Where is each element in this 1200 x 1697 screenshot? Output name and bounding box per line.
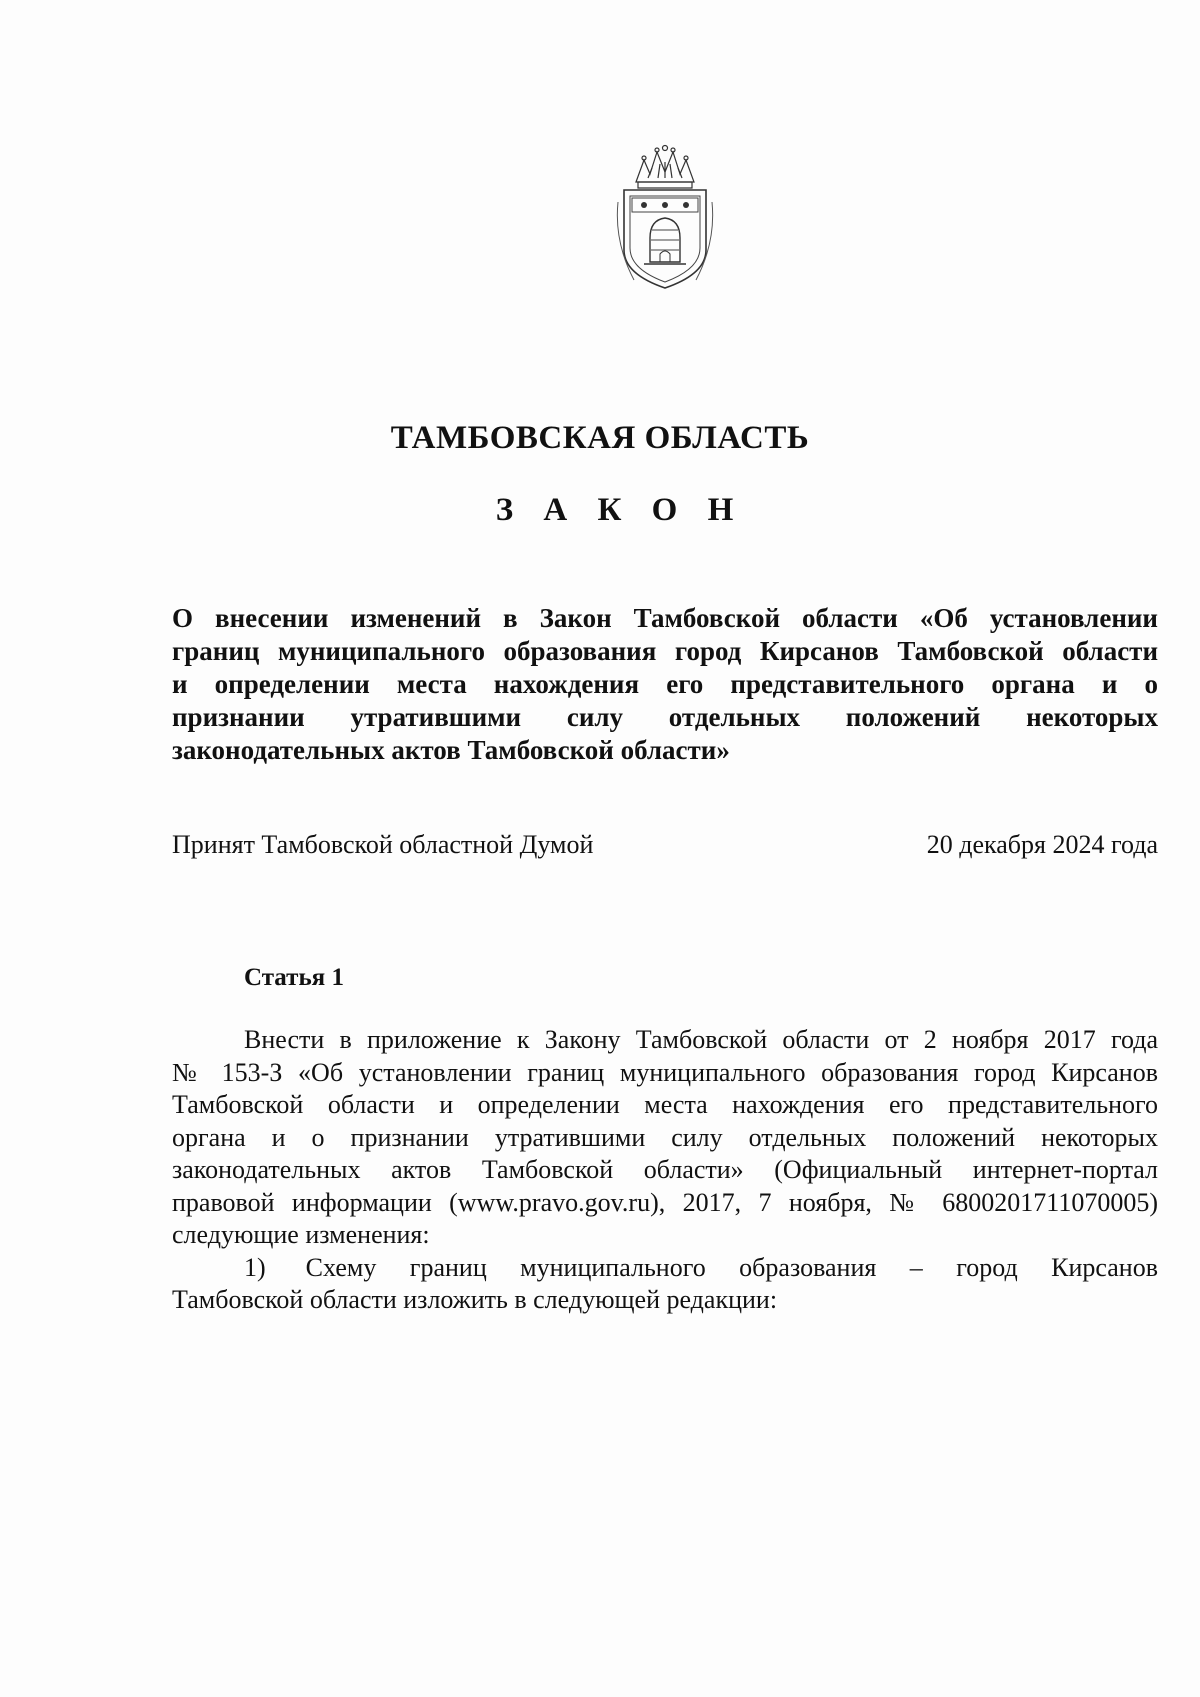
list-item-first-line	[172, 1252, 1158, 1285]
paragraph-line: органа и о признании утратившими силу отдельных положений некоторых	[172, 1122, 1158, 1152]
paragraph-line: следующие изменения:	[172, 1220, 430, 1249]
law-title-line: и определении места нахождения его представительного органа и о	[172, 669, 1158, 699]
adoption-row	[172, 830, 1158, 860]
tambov-coat-of-arms-icon	[614, 142, 716, 292]
article-body	[172, 1024, 1158, 1317]
adopted-by: Принят Тамбовской областной Думой	[172, 830, 594, 859]
paragraph-line: Тамбовской области и определении места нахождения его представительного	[172, 1090, 1158, 1119]
law-title-line: признании утратившими силу отдельных положений некоторых	[172, 702, 1158, 732]
list-item-text: Схему границ муниципального образования – город Кирсанов	[305, 1252, 1158, 1282]
paragraph-line: Внести в приложение к Закону Тамбовской области от 2 ноября 2017 года	[244, 1025, 1158, 1054]
paragraph-line: законодательных актов Тамбовской области» (Официальный интернет-портал	[172, 1155, 1158, 1184]
article-heading: Статья 1	[244, 964, 344, 991]
law-title-line: законодательных актов Тамбовской области»	[172, 735, 730, 765]
adoption-date: 20 декабря 2024 года	[926, 830, 1158, 859]
paragraph-line: правовой информации (www.pravo.gov.ru), 2017, 7 ноября, № 6800201711070005)	[172, 1187, 1158, 1217]
law-title-line: границ муниципального образования город Кирсанов Тамбовской области	[172, 636, 1158, 666]
law-title	[172, 602, 1158, 767]
law-title-line: О внесении изменений в Закон Тамбовской области «Об установлении	[172, 603, 1158, 633]
list-item-number: 1)	[244, 1252, 266, 1282]
list-item-continuation: Тамбовской области изложить в следующей редакции:	[172, 1285, 778, 1314]
region-title: ТАМБОВСКАЯ ОБЛАСТЬ	[390, 420, 810, 456]
paragraph-line: № 153-З «Об установлении границ муниципального образования город Кирсанов	[172, 1057, 1158, 1087]
document-type: З А К О Н	[495, 492, 745, 528]
